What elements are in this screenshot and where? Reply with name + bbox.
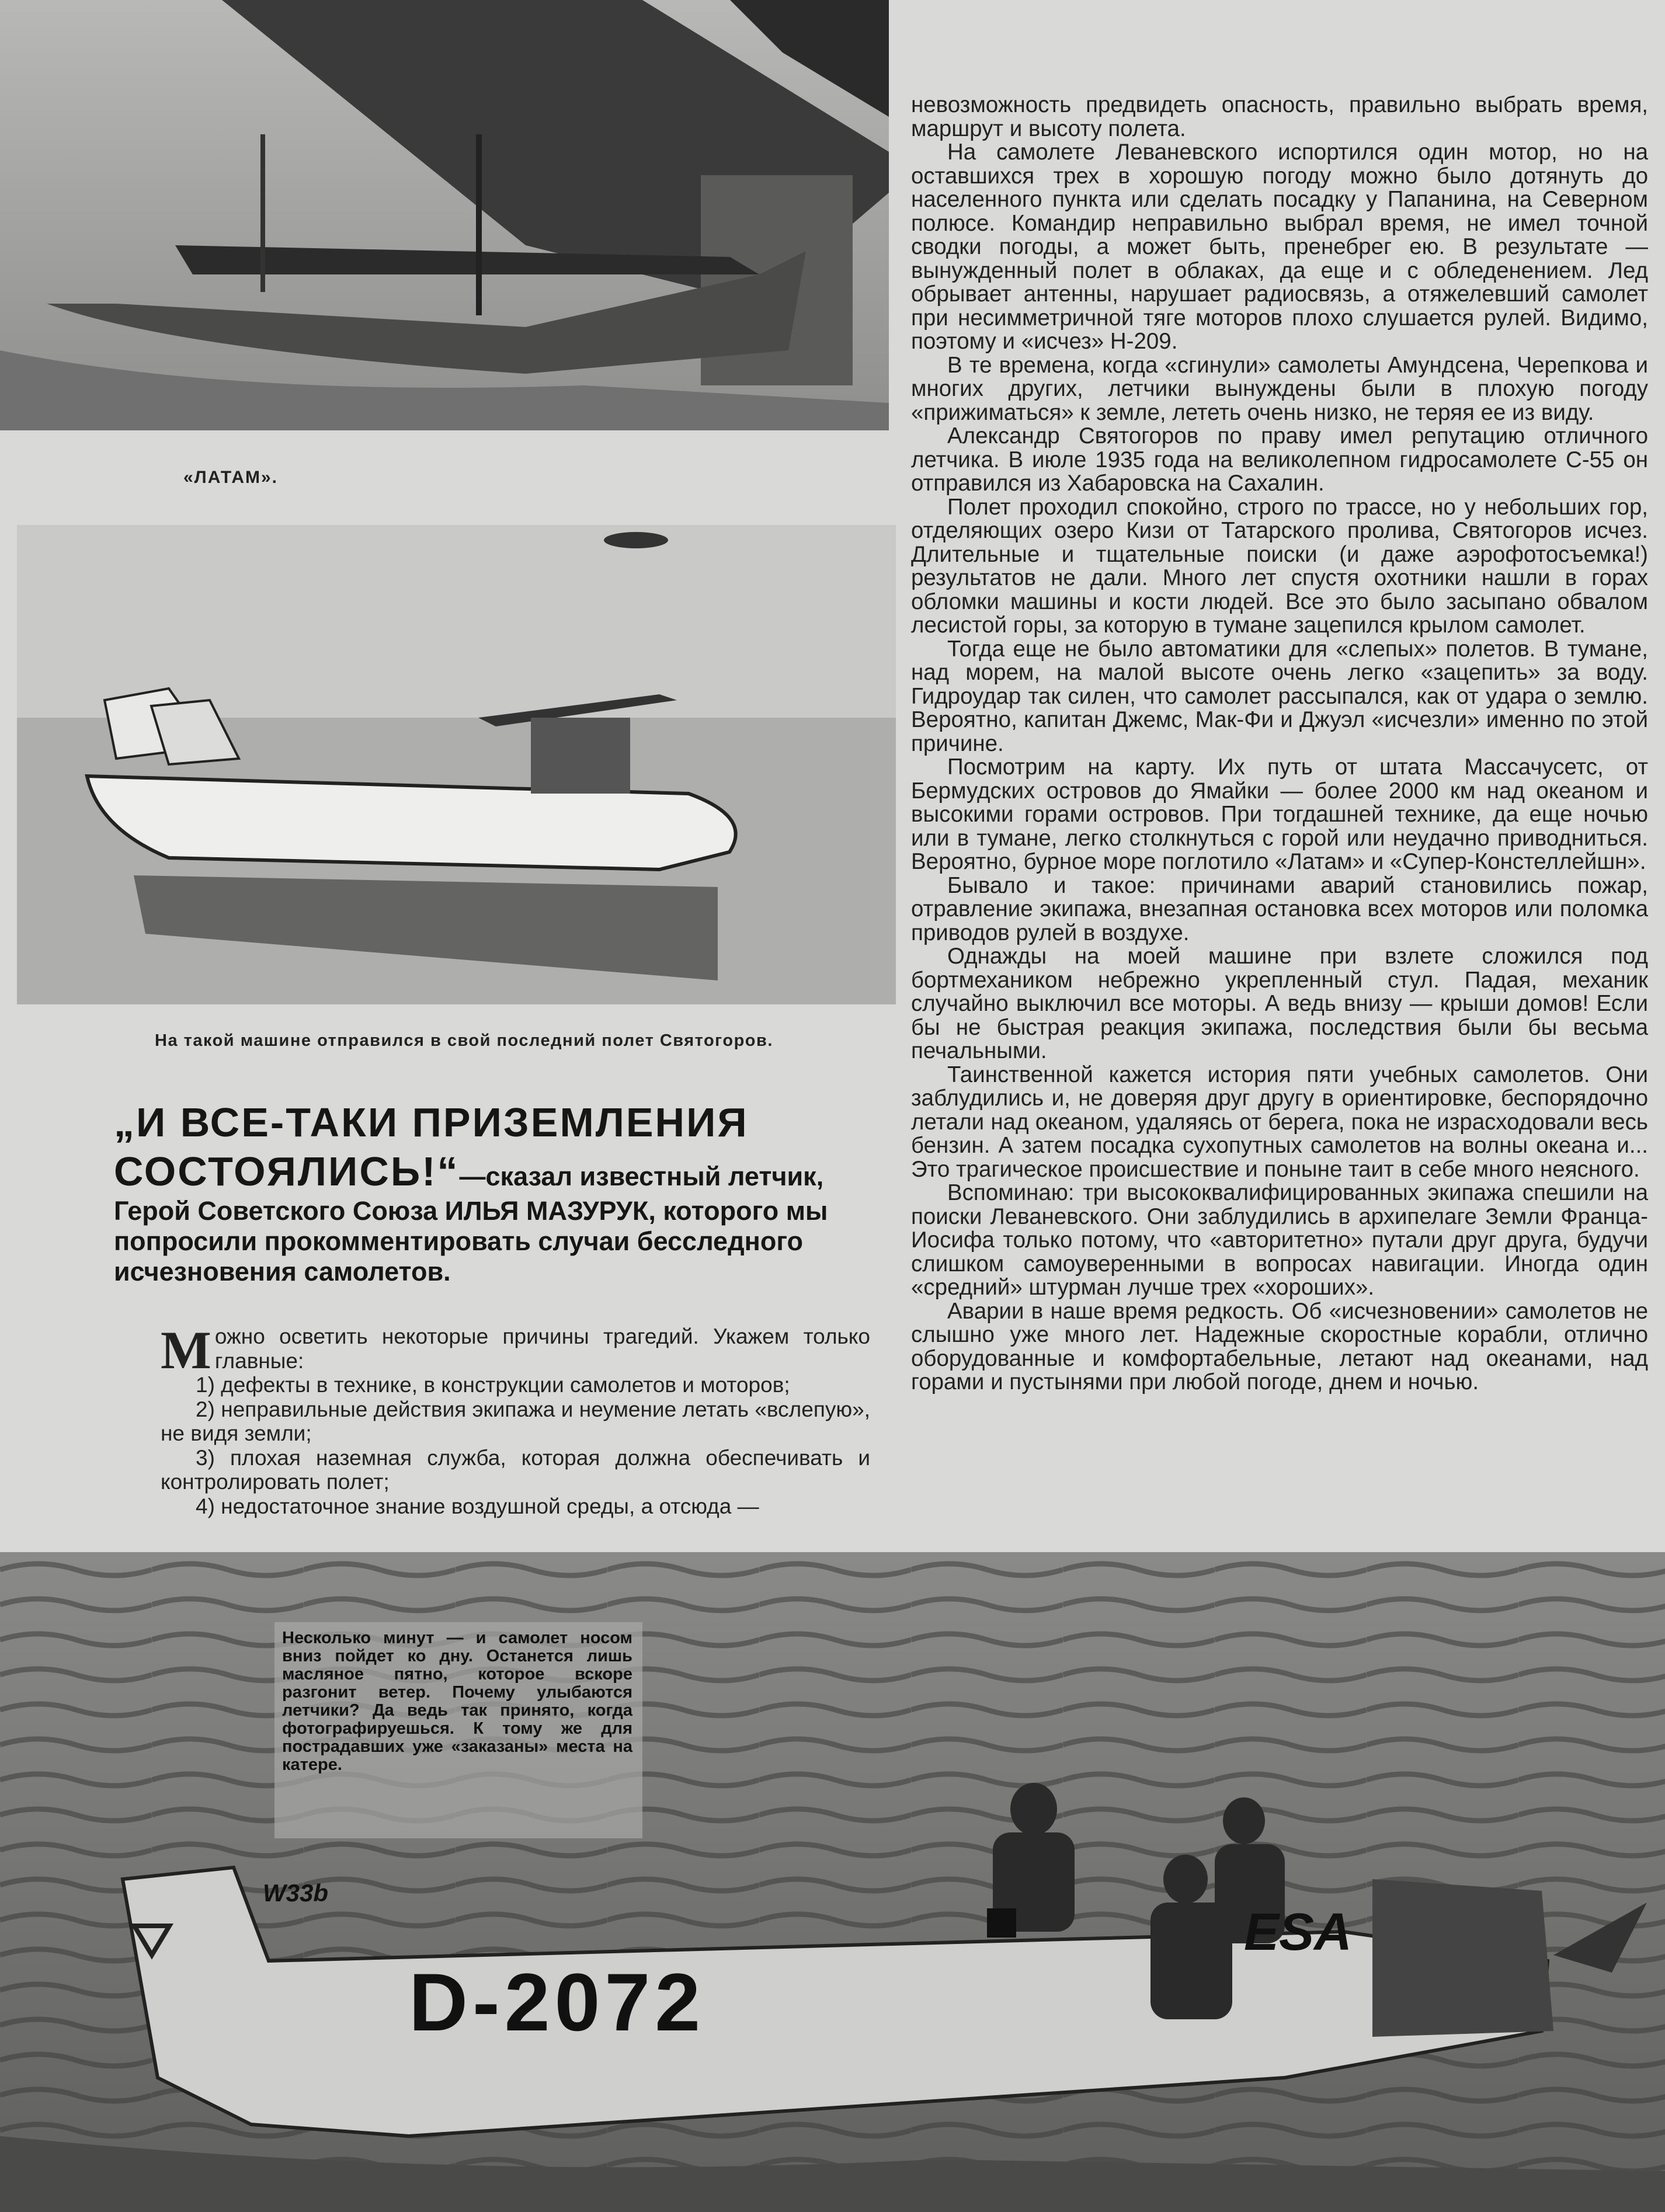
list-item: 2) неправильные действия экипажа и неумение летать «вслепую», не видя земли; — [161, 1397, 870, 1445]
tail-marking: W33b — [263, 1879, 329, 1907]
registration-marking: D-2072 — [409, 1956, 705, 2048]
list-item: 1) дефекты в технике, в конструкции самолетов и моторов; — [196, 1373, 790, 1397]
paragraph: На самолете Леваневского испортился один мотор, но на оставшихся трех в хорошую погоду можно было дотянуть до населенного пункта или сделать посадку у Папанина, на Северном полюсе. Командир неправильно выбрал время, не имел точной сводки погоды, а может быть, пренебрег ею. В результате — вынужденный полет в облаках, да еще и с обледенением. Лед обрывает антенны, нарушает радиосвязь, а отяжелевший самолет при несимметричной тяге моторов плохо слушается рулей. Видимо, поэтому и «исчез» Н-209. — [911, 140, 1648, 354]
paragraph: Тогда еще не было автоматики для «слепых» полетов. В тумане, над морем, на малой высоте очень легко «зацепить» за воду. Гидроудар так силен, что самолет рассыпался, как от удара о землю. Вероятно, капитан Джемс, Мак-Фи и Джуэл «исчезли» именно по этой причине. — [911, 636, 1648, 756]
paragraph: Посмотрим на карту. Их путь от штата Массачусетс, от Бермудских островов до Ямайки — более 2000 км над океаном и высокими горами островов. При тогдашней технике, да еще ночью или в тумане, легко столкнуться с горой или неудачно приводниться. Вероятно, бурное море поглотило «Латам» и «Супер-Констеллейшн». — [911, 754, 1648, 874]
article-headline — [114, 1098, 873, 1287]
paragraph: невозможность предвидеть опасность, правильно выбрать время, маршрут и высоту полета. — [911, 92, 1648, 141]
paragraph: Бывало и такое: причинами аварий становились пожар, отравление экипажа, внезапная остановка всех моторов или поломка приводов рулей в воздухе. — [911, 872, 1648, 945]
photo-svyatogorov-plane — [17, 525, 896, 1004]
paragraph: Вспоминаю: три высококвалифицированных экипажа спешили на поиски Леваневского. Они заблудились в архипелаге Земли Франца-Иосифа только потому, что «авторитетно» путали друг друга, будучи слишком самоуверенными в вопросах навигации. Иногда один «средний» штурман лучше трех «хороших». — [911, 1180, 1648, 1300]
nose-marking: ESA — [1244, 1903, 1353, 1961]
paragraph: Таинственной кажется история пяти учебных самолетов. Они заблудились и, не доверяя друг другу в ориентировке, беспорядочно летали над океаном, удаляясь от берега, пока не израсходовали весь бензин. А затем посадка сухопутных самолетов на волны океана и... Это трагическое происшествие и поныне таит в себе много неясного. — [911, 1062, 1648, 1182]
photo-ditched-plane — [0, 1552, 1665, 2212]
list-item: 3) плохая наземная служба, которая должна обеспечивать и контролировать полет; — [161, 1445, 870, 1494]
photo-note-ditched-plane: Несколько минут — и самолет носом вниз пойдет ко дну. Останется лишь масляное пятно, которое вскоре разгонит ветер. Почему улыбаются летчики? Да ведь так принято, когда фотографируешься. К тому же для пострадавших уже «заказаны» места на катере. — [282, 1629, 632, 1774]
paragraph: Полет проходил спокойно, строго по трассе, но у небольших гор, отделяющих озеро Кизи от Татарского пролива, Святогоров исчез. Длительные и тщательные поиски (и даже аэрофотосъемка!) результатов не дали. Много лет спустя охотники нашли в горах обломки машины и кости людей. Все это было засыпано обвалом лесистой горы, за которую в тумане зацепился крылом самолет. — [911, 494, 1648, 638]
caption-svyatogorov-plane: На такой машине отправился в свой последний полет Святогоров. — [155, 1031, 773, 1050]
headline-lead: —сказал известный летчик, Герой Советского Союза ИЛЬЯ МАЗУРУК, которого мы попросили прокомментировать случаи бесследного исчезновения самолетов. — [114, 1161, 828, 1286]
drop-cap: М — [161, 1320, 211, 1380]
paragraph: Аварии в наше время редкость. Об «исчезновении» самолетов не слышно уже много лет. Надежные скоростные корабли, отлично оборудованные и комфортабельные, летают над океанами, над горами и пустынями при любой погоде, днем и ночью. — [911, 1298, 1648, 1394]
list-item: 4) недостаточное знание воздушной среды, а отсюда — — [196, 1494, 759, 1518]
paragraph: Александр Святогоров по праву имел репутацию отличного летчика. В июле 1935 года на великолепном гидросамолете С-55 он отправился из Хабаровска на Сахалин. — [911, 423, 1648, 496]
paragraph: В те времена, когда «сгинули» самолеты Амундсена, Черепкова и многих других, летчики вынуждены были в плохую погоду «прижиматься» к земле, лететь очень низко, не теряя ее из виду. — [911, 352, 1648, 425]
paragraph: Однажды на моей машине при взлете сложился под бортмехаником небрежно укрепленный стул. Падая, механик случайно выключил все моторы. А ведь внизу — крыши домов! Если бы не быстрая реакция экипажа, последствия были бы весьма печальными. — [911, 944, 1648, 1063]
intro-text — [161, 1320, 870, 1518]
intro-paragraph: ожно осветить некоторые причины трагедий. Укажем только главные: — [214, 1324, 870, 1373]
photo-latam — [0, 0, 889, 430]
caption-latam: «ЛАТАМ». — [183, 468, 279, 487]
right-column-text — [911, 93, 1648, 1394]
headline-quote: „И ВСЕ-ТАКИ ПРИЗЕМЛЕНИЯ СОСТОЯЛИСЬ!“ — [114, 1100, 749, 1194]
